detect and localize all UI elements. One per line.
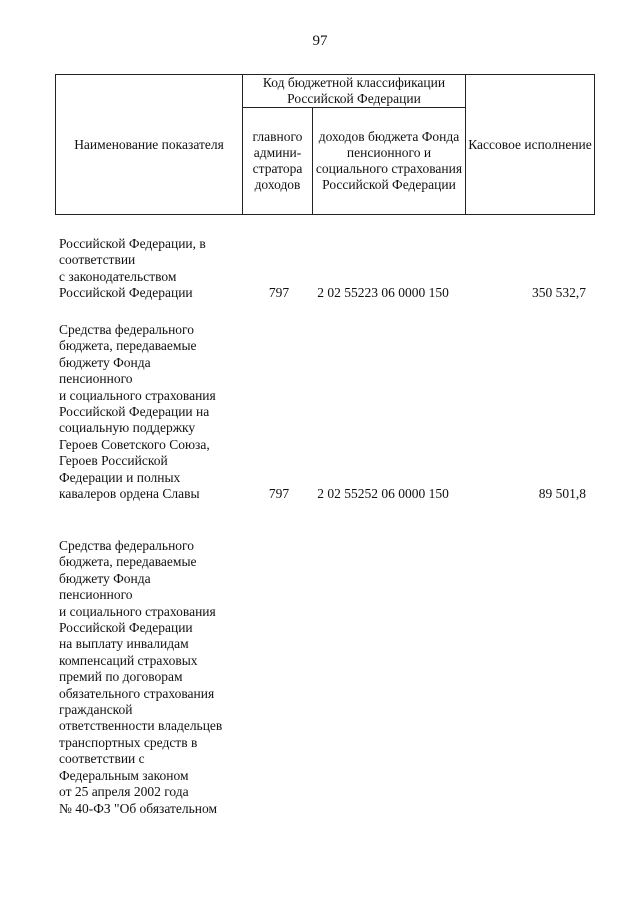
row-amount: 89 501,8: [538, 486, 586, 501]
page-number: 97: [312, 33, 328, 49]
row-amount: 350 532,7: [532, 285, 586, 300]
column-header-name: Наименование показателя: [56, 75, 243, 215]
column-header-revenue: доходов бюджета Фонда пенсионного и социального страхования Российской Федерации: [313, 108, 466, 215]
row-name: Средства федерального бюджета, передаваемые бюджету Фонда пенсионного и социального страхования Российской Федерации на социальную поддержку Героев Советского Союза, Героев Российской Федерации и полных кавалеров ордена Славы: [59, 322, 216, 502]
row-name: Средства федерального бюджета, передаваемые бюджету Фонда пенсионного и социального страхования Российской Федерации на выплату инвалидам компенсаций страховых премий по договорам обязательного страхования гражданской ответственности владельцев транспортных средств в соответствии с Федеральным законом от 25 апреля 2002 года № 40-ФЗ "Об обязательном: [59, 538, 223, 816]
table-header: [55, 74, 595, 215]
row-admin-code: 797: [268, 486, 290, 501]
row-name: Российской Федерации, в соответствии с законодательством Российской Федерации: [59, 236, 206, 301]
row-admin-code: 797: [268, 285, 290, 300]
column-header-admin: главного админи-стратора доходов: [243, 108, 313, 215]
row-revenue-code: 2 02 55223 06 0000 150: [317, 285, 449, 300]
row-revenue-code: 2 02 55252 06 0000 150: [317, 486, 449, 501]
column-header-amount: Кассовое исполнение: [466, 75, 595, 215]
column-header-code-group: Код бюджетной классификации Российской Федерации: [243, 75, 466, 108]
